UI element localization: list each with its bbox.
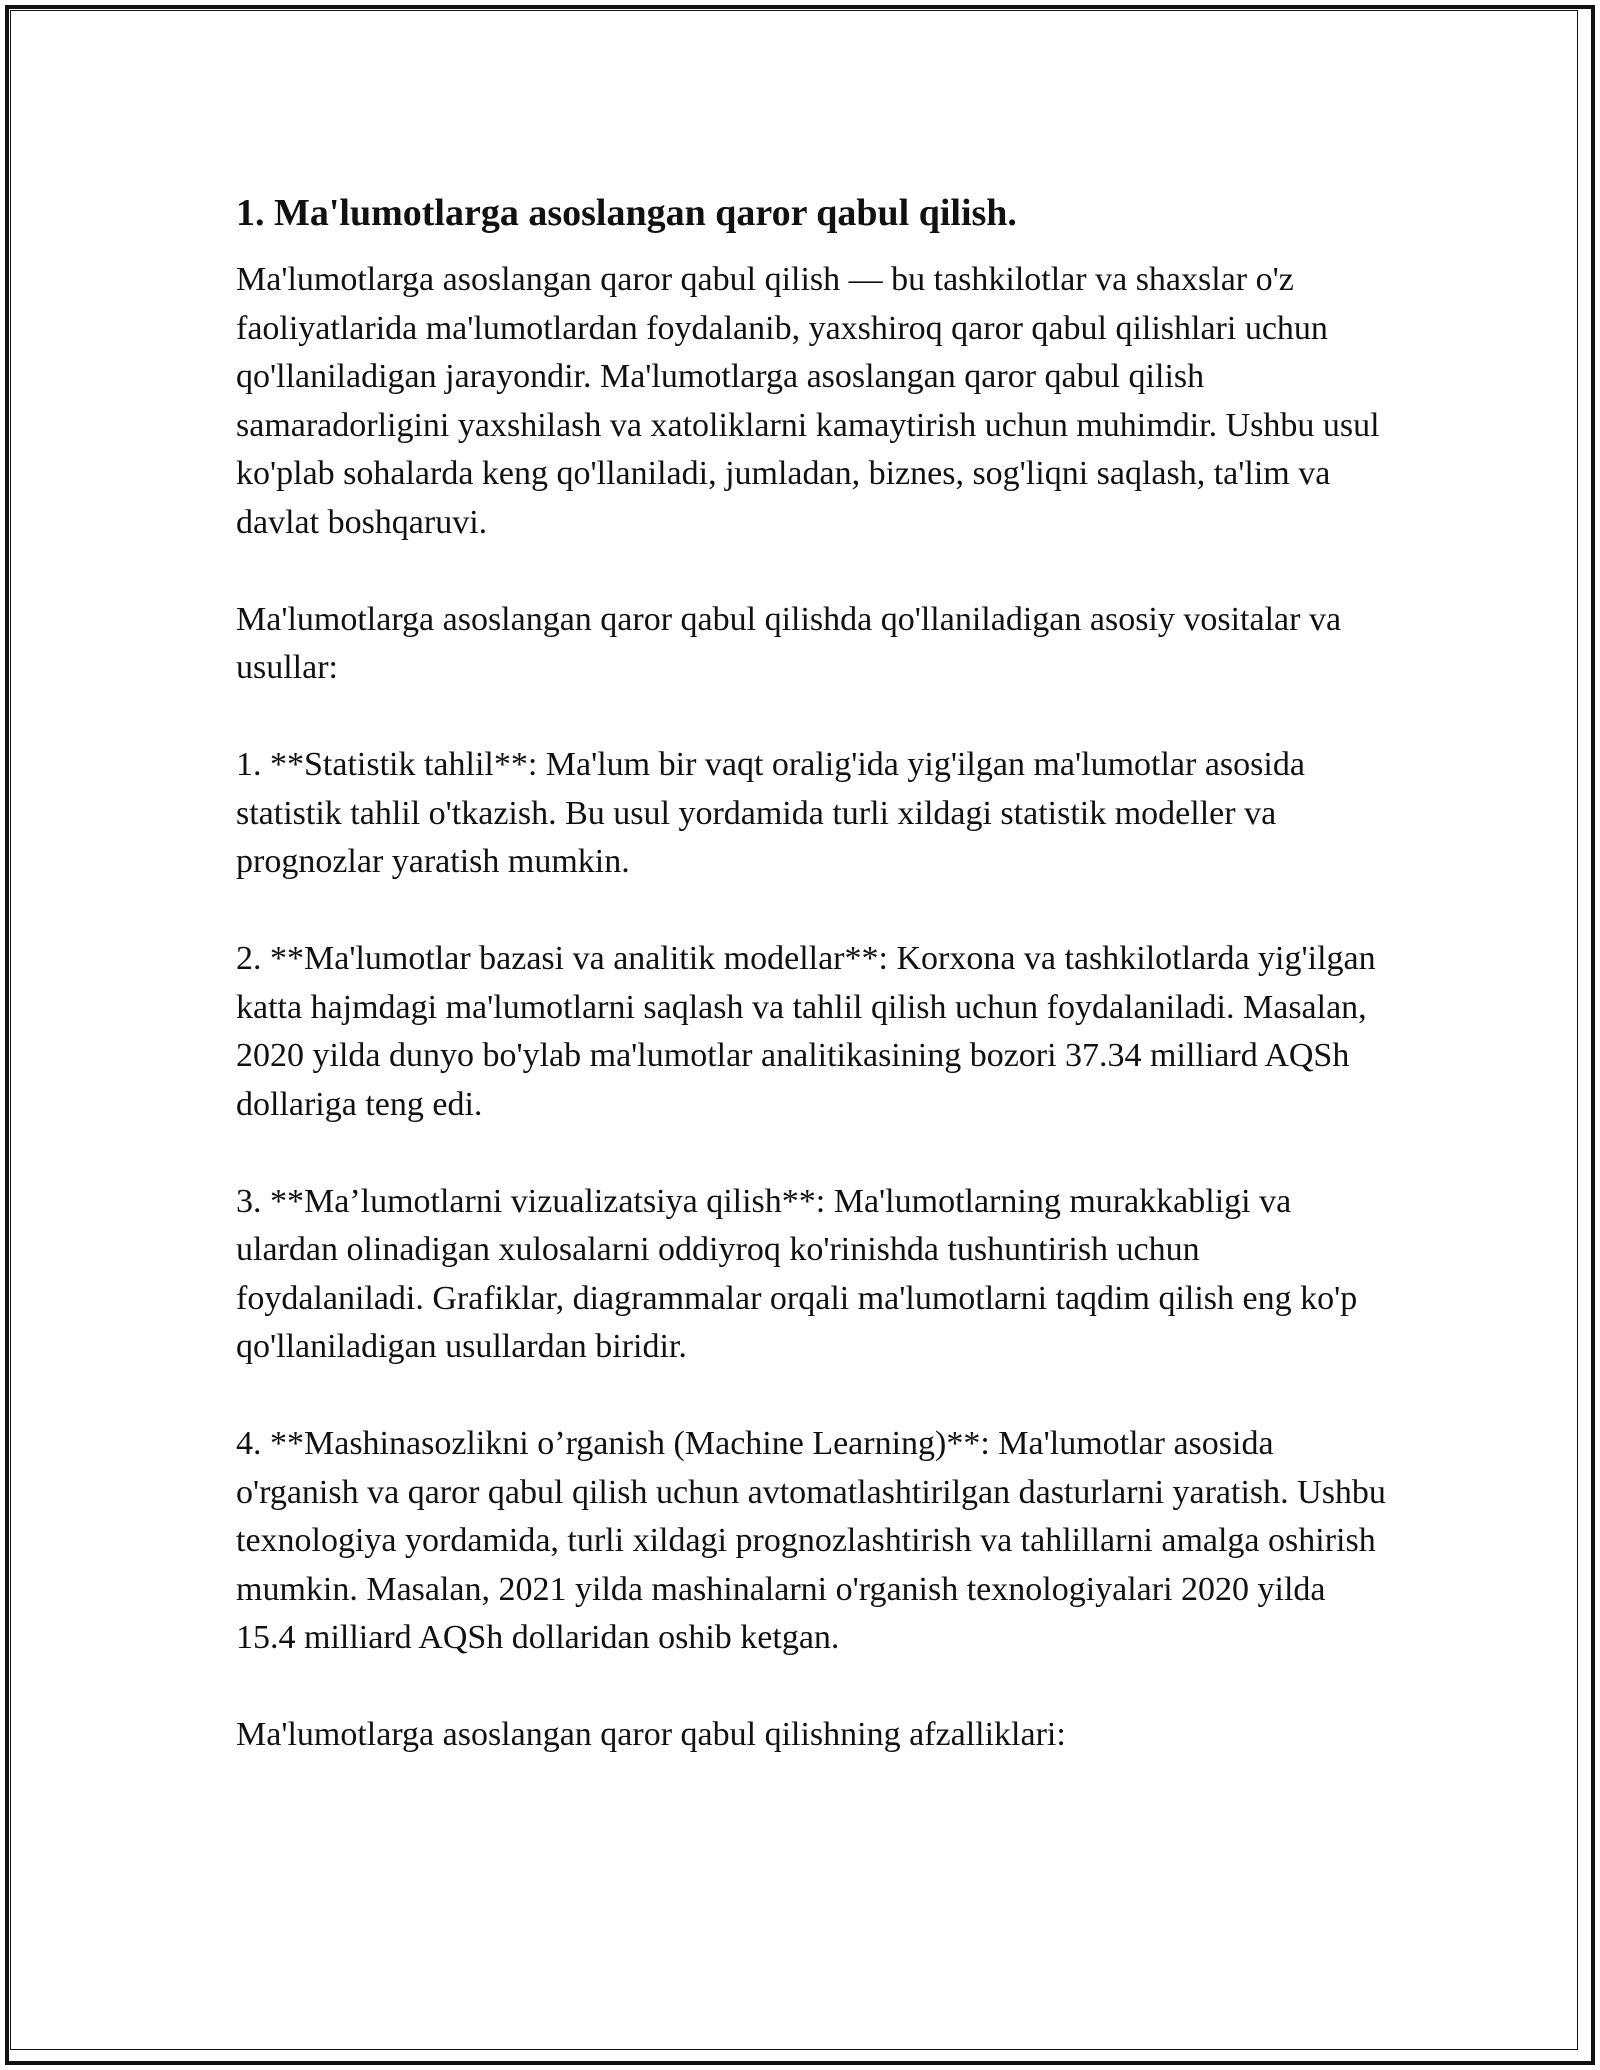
list-item-data-visualization: 3. **Ma’lumotlarni vizualizatsiya qilish**: Ma'lumotlarning murakkabligi va ulardan olinadigan xulosalarni oddiyroq ko'rinishda tushuntirish uchun foydalaniladi. Grafiklar, diagrammalar orqali ma'lumotlarni taqdim qilish eng ko'p qo'llaniladigan usullardan biridir. (236, 1182, 1358, 1365)
advantages-paragraph: Ma'lumotlarga asoslangan qaror qabul qilishning afzalliklari: (236, 1716, 1066, 1753)
list-item-databases-analytics: 2. **Ma'lumotlar bazasi va analitik modellar**: Korxona va tashkilotlarda yig'ilgan katta hajmdagi ma'lumotlarni saqlash va tahlil qilish uchun foydalaniladi. Masalan, 2020 yilda dunyo bo'ylab ma'lumotlar analitikasining bozori 37.34 milliard AQSh dollariga teng edi. (236, 940, 1376, 1123)
intro-paragraph: Ma'lumotlarga asoslangan qaror qabul qilish — bu tashkilotlar va shaxslar o'z faoliyatlarida ma'lumotlardan foydalanib, yaxshiroq qaror qabul qilishlari uchun qo'llaniladigan jarayondir. Ma'lumotlarga asoslangan qaror qabul qilish samaradorligini yaxshilash va xatoliklarni kamaytirish uchun muhimdir. Ushbu usul ko'plab sohalarda keng qo'llaniladi, jumladan, biznes, sog'liqni saqlash, ta'lim va davlat boshqaruvi. (236, 261, 1380, 541)
list-item-machine-learning: 4. **Mashinasozlikni o’rganish (Machine Learning)**: Ma'lumotlar asosida o'rganish va qaror qabul qilish uchun avtomatlashtirilgan dasturlarni yaratish. Ushbu texnologiya yordamida, turli xildagi prognozlashtirish va tahlillarni amalga oshirish mumkin. Masalan, 2021 yilda mashinalarni o'rganish texnologiyalari 2020 yilda 15.4 milliard AQSh dollaridan oshib ketgan. (236, 1425, 1386, 1656)
section-heading: 1. Ma'lumotlarga asoslangan qaror qabul qilish. (236, 192, 1017, 234)
tools-intro-paragraph: Ma'lumotlarga asoslangan qaror qabul qilishda qo'llaniladigan asosiy vositalar va usullar: (236, 600, 1342, 686)
list-item-statistical-analysis: 1. **Statistik tahlil**: Ma'lum bir vaqt oralig'ida yig'ilgan ma'lumotlar asosida statistik tahlil o'tkazish. Bu usul yordamida turli xildagi statistik modeller va prognozlar yaratish mumkin. (236, 746, 1305, 880)
document-body (236, 186, 1386, 1760)
